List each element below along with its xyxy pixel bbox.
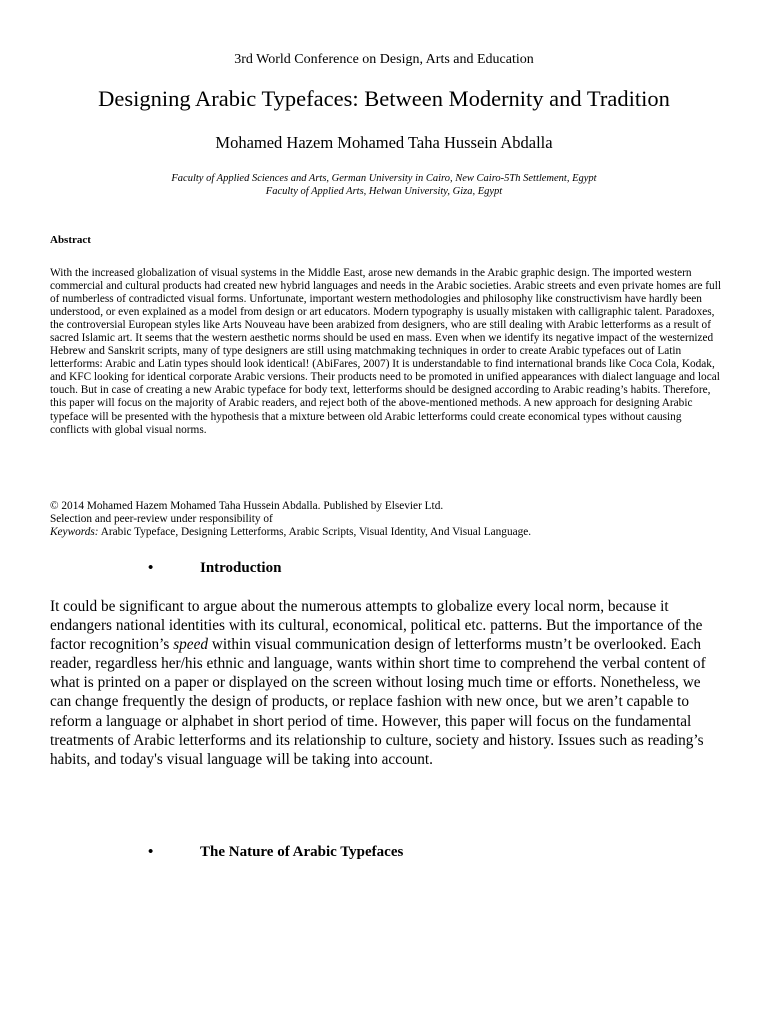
- intro-emphasis: speed: [173, 636, 209, 654]
- introduction-paragraph: [50, 597, 722, 769]
- bullet-glyph: •: [148, 844, 154, 860]
- keywords-text: Arabic Typeface, Designing Letterforms, Arabic Scripts, Visual Identity, And Visual Language.: [98, 526, 532, 539]
- keywords-line: [50, 526, 722, 539]
- conference-name: 3rd World Conference on Design, Arts and Education: [234, 52, 534, 67]
- affiliation-1: Faculty of Applied Sciences and Arts, German University in Cairo, New Cairo-5Th Settlement, Egypt: [171, 173, 597, 184]
- section-title: The Nature of Arabic Typefaces: [200, 844, 404, 860]
- keywords-label: Keywords:: [50, 526, 99, 539]
- section-title: Introduction: [200, 560, 282, 576]
- bullet-glyph: •: [148, 560, 154, 576]
- intro-text-part1: It could be significant to argue about the numerous attempts to globalize every local norm, because it endangers national identities with its cultural, economical, political etc. patterns. But the importance of the factor recognition’s: [50, 598, 703, 654]
- peer-review-line: Selection and peer-review under responsibility of: [50, 513, 273, 526]
- author-name: Mohamed Hazem Mohamed Taha Hussein Abdalla: [215, 133, 553, 152]
- copyright-block: [50, 500, 722, 539]
- paper-title: Designing Arabic Typefaces: Between Modernity and Tradition: [98, 86, 670, 111]
- abstract-heading: Abstract: [50, 234, 91, 246]
- affiliation-2: Faculty of Applied Arts, Helwan University, Giza, Egypt: [265, 186, 503, 197]
- intro-text-part2: within visual communication design of letterforms mustn’t be overlooked. Each reader, regardless her/his ethnic and language, wants within short time to comprehend the verbal content of what is printed on a paper or displayed on the screen without losing much time or efforts. Nonetheless, we can change frequently the design of products, or replace fashion with new once, but we aren’t capable to reform a language or alphabet in short period of time. However, this paper will focus on the fundamental treatments of Arabic letterforms and its relationship to culture, society and history. Issues such as reading’s habits, and today's visual language will be taking into account.: [50, 636, 706, 768]
- section-heading-introduction: [148, 560, 281, 577]
- abstract-text: With the increased globalization of visual systems in the Middle East, arose new demands in the Arabic graphic design. The imported western commercial and cultural products had created new hybrid languages and needs in the Arabic societies. Arabic streets and even private homes are full of numberless of contradicted visual forms. Unfortunate, important western methodologies and philosophy like constructivism have hardly been understood, or even explained as a model from design or art educators. Modern typography is usually mistaken with calligraphic talent. Paradoxes, the controversial European styles like Arts Nouveau have been arabized from designers, who are still dealing with Arabic letterforms as a result of sacred Islamic art. It seems that the western aesthetic norms should be used en mass. Even when we identify its negative impact of the westernized Hebrew and Sanskrit scripts, many of type designers are still using matchmaking techniques in order to create Arabic typefaces out of Latin letterforms: Arabic and Latin types should look identical! (AbiFares, 2007) It is understandable to find international brands like Coca Cola, Kodak, and KFC looking for identical corporate Arabic versions. Their products need to be promoted in unified appearances with dialect language and local touch. But in case of creating a new Arabic typeface for body text, letterforms should be designed according to Arabic reading’s habits. Therefore, this paper will focus on the majority of Arabic readers, and reject both of the above-mentioned methods. A new approach for designing Arabic typeface will be presented with the hypothesis that a mixture between old Arabic letterforms could create economical types without causing conflicts with global visual norms.: [50, 267, 721, 436]
- section-heading-nature-of-arabic-typefaces: [148, 844, 403, 861]
- copyright-line: © 2014 Mohamed Hazem Mohamed Taha Hussein Abdalla. Published by Elsevier Ltd.: [50, 500, 444, 512]
- affiliations: [0, 172, 768, 198]
